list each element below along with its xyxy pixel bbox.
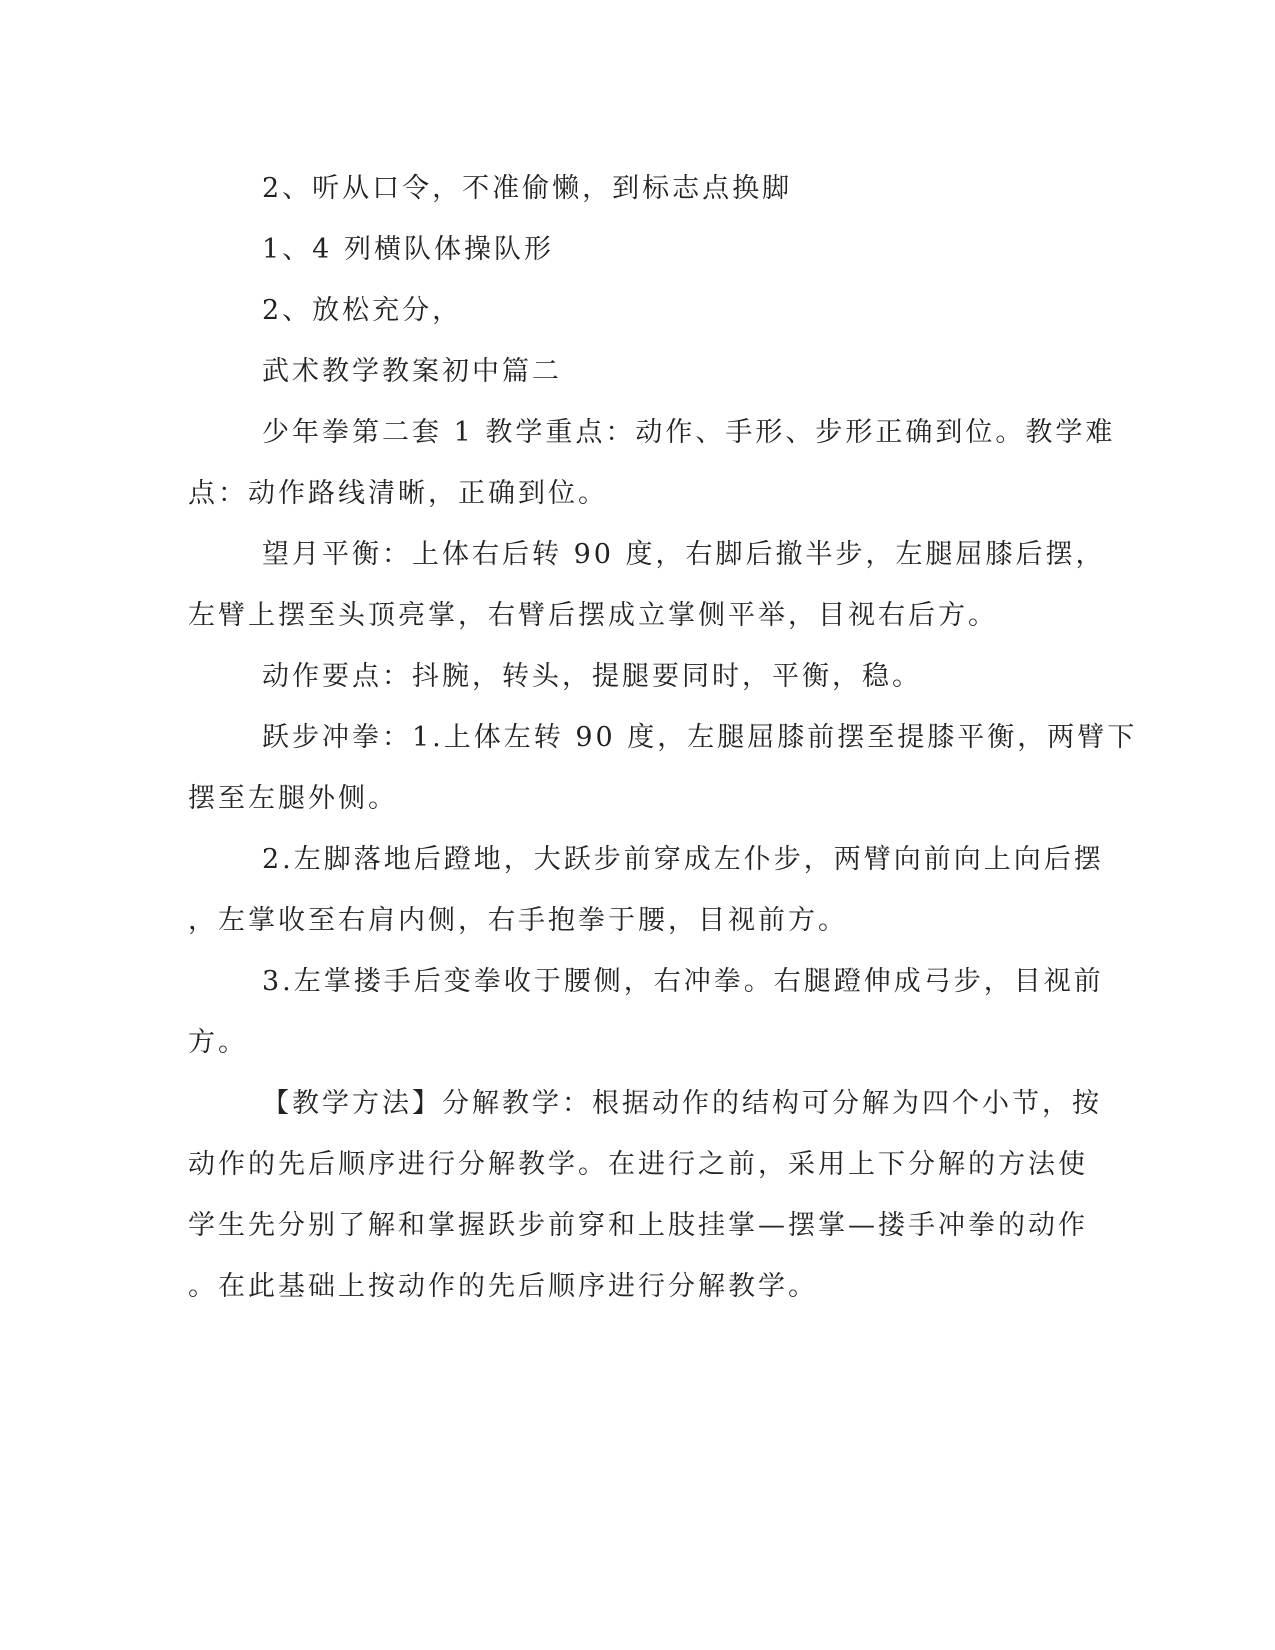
text-line: 望月平衡：上体右后转 90 度，右脚后撤半步，左腿屈膝后摆， <box>262 539 1106 570</box>
text-line: 摆至左腿外侧。 <box>188 783 398 814</box>
text-line: 2、听从口令，不准偷懒，到标志点换脚 <box>262 173 793 204</box>
text-line: ，左掌收至右肩内侧，右手抱拳于腰，目视前方。 <box>188 905 848 936</box>
section-heading: 武术教学教案初中篇二 <box>262 356 562 387</box>
text-line: 左臂上摆至头顶亮掌，右臂后摆成立掌侧平举，目视右后方。 <box>188 600 998 631</box>
text-line: 1、4 列横队体操队形 <box>262 234 554 265</box>
text-line: 【教学方法】分解教学：根据动作的结构可分解为四个小节，按 <box>262 1088 1102 1119</box>
text-line: 少年拳第二套 1 教学重点：动作、手形、步形正确到位。教学难 <box>262 417 1116 448</box>
text-line: 3.左掌搂手后变拳收于腰侧，右冲拳。右腿蹬伸成弓步，目视前 <box>262 966 1104 997</box>
text-line: 2.左脚落地后蹬地，大跃步前穿成左仆步，两臂向前向上向后摆 <box>262 844 1104 875</box>
text-line: 2、放松充分， <box>262 295 463 326</box>
text-line: 动作的先后顺序进行分解教学。在进行之前，采用上下分解的方法使 <box>188 1149 1088 1180</box>
text-line: 动作要点：抖腕，转头，提腿要同时，平衡，稳。 <box>262 661 922 692</box>
text-line: 点：动作路线清晰，正确到位。 <box>188 478 608 509</box>
text-line: 方。 <box>188 1027 248 1058</box>
text-line: 学生先分别了解和掌握跃步前穿和上肢挂掌—摆掌—搂手冲拳的动作 <box>188 1210 1088 1241</box>
text-line: 。在此基础上按动作的先后顺序进行分解教学。 <box>188 1271 818 1302</box>
text-line: 跃步冲拳：1.上体左转 90 度，左腿屈膝前摆至提膝平衡，两臂下 <box>262 722 1138 753</box>
